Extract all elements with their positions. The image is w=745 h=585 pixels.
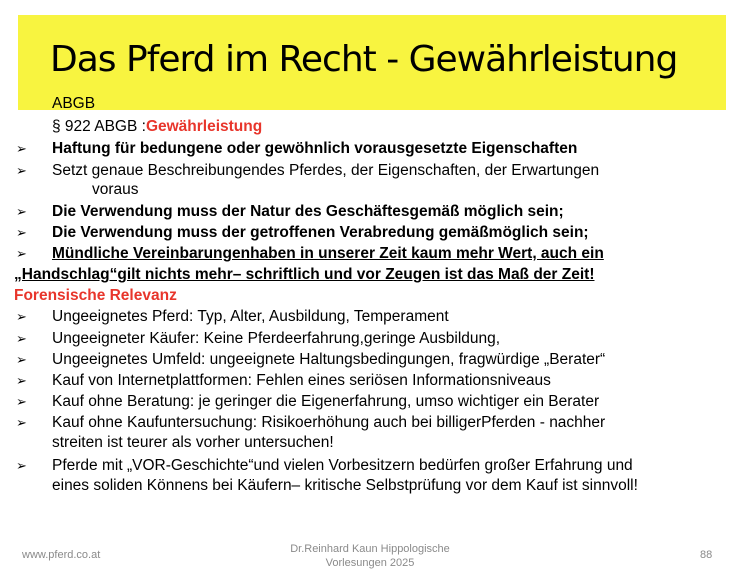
slide-title: Das Pferd im Recht - Gewährleistung xyxy=(50,39,678,80)
footer-author-line2: Vorlesungen 2025 xyxy=(325,557,415,569)
list-item-continuation: eines soliden Könnens bei Käufern– kritische Selbstprüfung vor dem Kauf ist sinnvoll! xyxy=(52,477,638,494)
list-item: Kauf von Internetplattformen: Fehlen eines seriösen Informationsniveaus xyxy=(52,372,551,389)
list-item: Die Verwendung muss der getroffenen Verabredung gemäßmöglich sein; xyxy=(52,224,589,241)
paragraph-ref: § 922 ABGB : xyxy=(52,118,146,135)
bullet-icon: ➢ xyxy=(16,225,27,240)
bullet-icon: ➢ xyxy=(16,394,27,409)
footer-website: www.pferd.co.at xyxy=(22,549,101,561)
list-item: Kauf ohne Kaufuntersuchung: Risikoerhöhung auch bei billigerPferden - nachher xyxy=(52,414,606,431)
section-heading: Forensische Relevanz xyxy=(14,287,177,304)
list-item-continuation: streiten ist teurer als vorher untersuchen! xyxy=(52,434,334,451)
abgb-label: ABGB xyxy=(52,95,96,112)
paragraph-title: Gewährleistung xyxy=(145,118,263,135)
bullet-icon: ➢ xyxy=(16,141,27,156)
list-item: Kauf ohne Beratung: je geringer die Eigenerfahrung, umso wichtiger ein Berater xyxy=(52,393,600,410)
bullet-icon: ➢ xyxy=(16,458,27,473)
bullet-icon: ➢ xyxy=(16,331,27,346)
list-item: Pferde mit „VOR-Geschichte“und vielen Vorbesitzern bedürfen großer Erfahrung und xyxy=(52,457,633,474)
list-item-continuation: „Handschlag“gilt nichts mehr– schriftlich und vor Zeugen ist das Maß der Zeit! xyxy=(14,266,595,283)
list-item-continuation: voraus xyxy=(92,181,139,198)
list-item: Ungeeigneter Käufer: Keine Pferdeerfahrung,geringe Ausbildung, xyxy=(52,330,501,347)
bullet-icon: ➢ xyxy=(16,309,27,324)
bullet-icon: ➢ xyxy=(16,415,27,430)
footer-author xyxy=(245,542,495,570)
list-item: Haftung für bedungene oder gewöhnlich vorausgesetzte Eigenschaften xyxy=(52,140,578,157)
bullet-icon: ➢ xyxy=(16,373,27,388)
bullet-icon: ➢ xyxy=(16,163,27,178)
bullet-icon: ➢ xyxy=(16,246,27,261)
bullet-icon: ➢ xyxy=(16,204,27,219)
footer-author-line1: Dr.Reinhard Kaun Hippologische xyxy=(290,543,450,555)
list-item: Ungeeignetes Umfeld: ungeeignete Haltungsbedingungen, fragwürdige „Berater“ xyxy=(52,351,606,368)
list-item: Mündliche Vereinbarungenhaben in unserer Zeit kaum mehr Wert, auch ein xyxy=(52,245,604,262)
page-number: 88 xyxy=(700,549,713,561)
list-item: Die Verwendung muss der Natur des Geschäftesgemäß möglich sein; xyxy=(52,203,564,220)
paragraph-heading xyxy=(52,117,262,136)
bullet-icon: ➢ xyxy=(16,352,27,367)
list-item: Ungeeignetes Pferd: Typ, Alter, Ausbildung, Temperament xyxy=(52,308,449,325)
list-item: Setzt genaue Beschreibungendes Pferdes, der Eigenschaften, der Erwartungen xyxy=(52,162,600,179)
